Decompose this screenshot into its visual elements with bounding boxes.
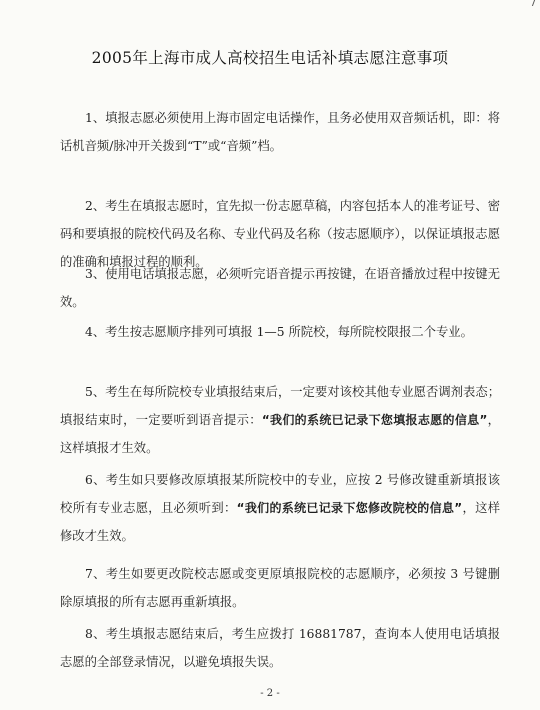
notice-item-7: 7、考生如要更改院校志愿或变更原填报院校的志愿顺序，必须按 3 号键删除原填报的所有志愿再重新填报。 xyxy=(60,567,500,609)
notice-item-8: 8、考生填报志愿结束后，考生应拨打 16881787，查询本人使用电话填报志愿的全部登录情况，以避免填报失误。 xyxy=(60,627,500,669)
notice-item-3: 3、使用电话填报志愿，必须听完语音提示再按键，在语音播放过程中按键无效。 xyxy=(60,267,500,309)
voice-prompt-confirm-submit: “我们的系统已记录下您填报志愿的信息” xyxy=(261,413,488,427)
notice-item-1: 1、填报志愿必须使用上海市固定电话操作，且务必使用双音频话机，即：将话机音频/脉冲开关拨到“T”或“音频”档。 xyxy=(60,111,500,153)
document-title: 2005年上海市成人高校招生电话补填志愿注意事项 xyxy=(91,49,449,67)
scan-mark xyxy=(524,0,535,6)
notice-item-6: 6、考生如只要修改原填报某所院校中的专业，应按 2 号修改键重新填报该校所有专业志愿，且必须听到：“我们的系统已记录下您修改院校的信息”，这样修改才生效。 xyxy=(60,473,500,543)
notice-item-4: 4、考生按志愿顺序排列可填报 1—5 所院校，每所院校限报二个专业。 xyxy=(85,325,473,339)
page-number: - 2 - xyxy=(260,688,280,699)
voice-prompt-confirm-modify: “我们的系统已记录下您修改院校的信息” xyxy=(236,501,463,515)
notice-item-2: 2、考生在填报志愿时，宜先拟一份志愿草稿，内容包括本人的准考证号、密码和要填报的院校代码及名称、专业代码及名称（按志愿顺序），以保证填报志愿的准确和填报过程的顺利。 xyxy=(60,199,500,269)
notice-item-5: 5、考生在每所院校专业填报结束后，一定要对该校其他专业愿否调剂表态；填报结束时，一定要听到语音提示：“我们的系统已记录下您填报志愿的信息”，这样填报才生效。 xyxy=(60,385,500,455)
